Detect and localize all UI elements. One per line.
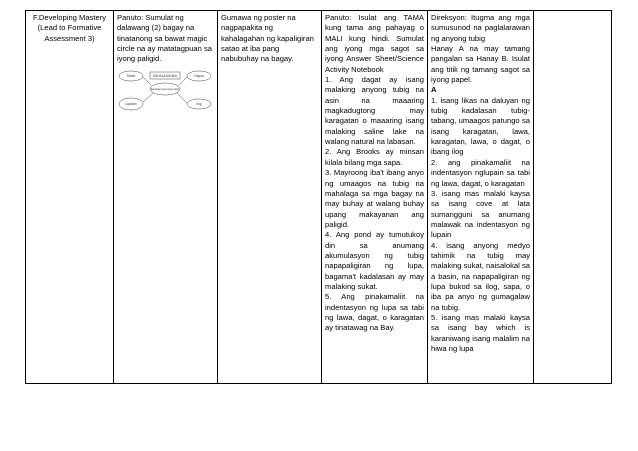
true-false-item-2: 2. Ang Brooks ay minsan kilala bilang mga sapa. (325, 147, 424, 167)
magic-circle-cell (114, 11, 218, 384)
section-label: F.Developing Mastery (Lead to Formative Assessment 3) (32, 13, 106, 43)
diagram-center-title: KAHALAGAHAN (153, 73, 177, 78)
diagram-center-subtitle: Ilarawan ang isang tubig (150, 87, 180, 91)
section-label-cell (26, 11, 114, 384)
matching-item-1: 1. isang likas na daluyan ng tubig kadalasan tubig-tabang, umaagos patungo sa isang karagatan, lawa, karagatan, lawa, o dagat, o ibang ilog (431, 95, 530, 157)
matching-instruction: Hanay A na may tamang pangalan sa Hanay B. Isulat ang titik ng tamang sagot sa iyong papel. (431, 44, 530, 85)
diagram-node-4: Ilog (196, 101, 202, 106)
matching-item-4: 4. isang anyong medyo tahimik na tubig may malaking sukat, naisalokal sa a basin, na napapaligiran ng lupa bukod sa ilog, sapa, o iba pa anyo ng gumagalaw na tubig. (431, 240, 530, 312)
column-a-heading: A (431, 85, 437, 95)
matching-item-2: 2. ang pinakamaliit na indentasyon nglupain sa tabi ng lawa, dagat, o karagatan (431, 157, 530, 188)
matching-item-3: 3. isang mas malaki kaysa sa isang cove at lata sumangguni sa anumang malawak na indentasyon ng lupain (431, 188, 530, 240)
poster-task-cell (218, 11, 322, 384)
true-false-cell (322, 11, 428, 384)
matching-direction: Direksyon: Itugma ang mga sumusunod na paglalarawan ng anyong tubig (431, 13, 530, 43)
empty-cell (534, 11, 612, 384)
magic-circle-diagram (117, 69, 213, 113)
developing-mastery-row (26, 11, 612, 384)
matching-cell (428, 11, 534, 384)
diagram-node-3: Lipunan (125, 101, 137, 106)
magic-circle-instruction: Panuto: Sumulat ng dalawang (2) bagay na tinatanong sa bawat magic circle na ay matatagpuan sa iyong paligid. (117, 13, 212, 64)
matching-item-5: 5. isang mas malaki kaysa sa isang bay which is karaniwang isang malalim na hiwa ng lupa (431, 312, 530, 353)
lesson-plan-table (25, 10, 612, 384)
true-false-item-5: 5. Ang pinakamaliit na indentasyon ng lupa sa tabi ng lawa, dagat, o karagatan ay tinatawag na Bay. (325, 292, 424, 333)
poster-task-instruction: Gumawa ng poster na nagpapakita ng kahalagahan ng kapaligiran satao at iba pang nabubuhay na bagay. (221, 13, 314, 64)
true-false-item-4: 4. Ang pond ay tumutukoy din sa anumang akumulasyon ng tubig napapaligiran ng lupa, bagama't kadalasan ay may malaking sukat. (325, 230, 424, 291)
true-false-item-1: 1. Ang dagat ay isang malaking anyong tubig na asin na maaaring magkadugtong may karagatan o maaaring isang malaking saline lake na walang natural na labasan. (325, 75, 424, 147)
diagram-node-2: Hayop (194, 73, 204, 78)
true-false-instruction: Panuto: Isulat ang TAMA kung tama ang pahayag o MALI kung hindi. Sumulat ang iyong mga sagot sa iyong Answer Sheet/Science Activity Notebook (325, 13, 424, 74)
diagram-node-1: Tanim (126, 73, 136, 78)
true-false-item-3: 3. Mayroong iba't ibang anyo ng umaagos na tubig na mahalaga sa mga bagay na may buhay at walang buhay upang makayanan ang paligid. (325, 168, 424, 229)
